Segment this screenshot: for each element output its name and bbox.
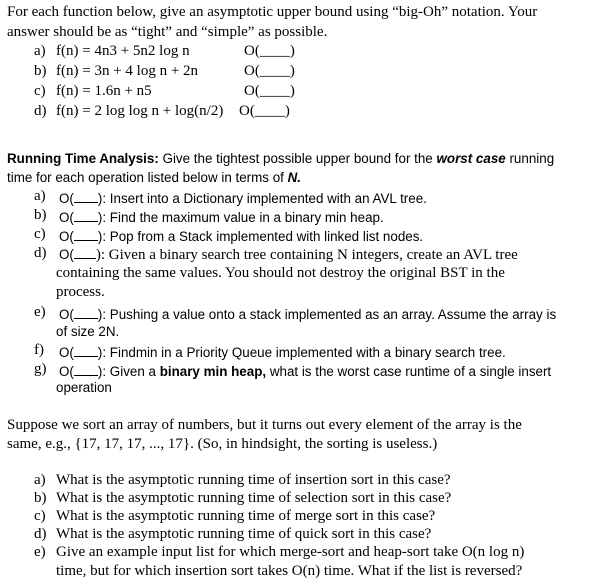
big-oh-item-c-func: f(n) = 1.6n + n5 xyxy=(56,83,152,99)
rt-item-g-cont1: operation xyxy=(56,380,112,395)
big-oh-intro-line2: answer should be as “tight” and “simple” as possible. xyxy=(7,24,328,40)
rt-item-d-prefix: O( xyxy=(59,247,74,262)
rt-item-b xyxy=(59,208,384,225)
big-oh-item-b-func: f(n) = 3n + 4 log n + 2n xyxy=(56,63,199,79)
rt-item-e-blank[interactable] xyxy=(74,305,98,319)
running-time-intro-b: running xyxy=(509,151,555,166)
big-oh-item-d-answer[interactable]: O(____) xyxy=(239,103,290,119)
rt-item-c-text: Pop from a Stack implemented with linked list nodes. xyxy=(109,229,424,244)
big-oh-item-a-answer[interactable]: O(____) xyxy=(244,43,295,59)
sorting-item-a-label: a) xyxy=(34,472,46,488)
rt-item-g-text-bold: binary min heap, xyxy=(159,364,267,379)
sorting-intro-line2: same, e.g., {17, 17, 17, ..., 17}. (So, in hindsight, the sorting is useless.) xyxy=(7,436,438,452)
running-time-intro-a: Give the tightest possible upper bound for the xyxy=(162,151,433,166)
rt-item-b-blank[interactable] xyxy=(74,208,98,222)
rt-item-e-prefix: O( xyxy=(59,307,74,322)
rt-item-f xyxy=(59,343,506,360)
sorting-item-d-label: d) xyxy=(34,526,47,542)
rt-item-f-prefix: O( xyxy=(59,345,74,360)
sorting-item-e-text: Give an example input list for which merge-sort and heap-sort take O(n log n) xyxy=(56,544,525,560)
rt-item-c xyxy=(59,227,423,244)
rt-item-d xyxy=(59,245,518,264)
big-oh-item-d-label: d) xyxy=(34,103,47,119)
rt-item-f-suffix: ): xyxy=(97,345,107,360)
rt-item-e xyxy=(59,305,556,322)
rt-item-c-prefix: O( xyxy=(59,229,74,244)
rt-item-d-text: Given a binary search tree containing N integers, create an AVL tree xyxy=(108,247,518,263)
rt-item-b-label: b) xyxy=(34,207,47,223)
big-oh-item-b-label: b) xyxy=(34,63,47,79)
big-oh-item-c-label: c) xyxy=(34,83,46,99)
sorting-intro-line1: Suppose we sort an array of numbers, but it turns out every element of the array is the xyxy=(7,417,522,433)
running-time-heading: Running Time Analysis: xyxy=(7,151,159,166)
big-oh-item-b-answer[interactable]: O(____) xyxy=(244,63,295,79)
sorting-item-b-text: What is the asymptotic running time of selection sort in this case? xyxy=(56,490,452,506)
sorting-item-c-text: What is the asymptotic running time of merge sort in this case? xyxy=(56,508,436,524)
rt-item-c-label: c) xyxy=(34,226,46,242)
rt-item-d-suffix: ): xyxy=(95,247,106,263)
rt-item-c-suffix: ): xyxy=(97,229,107,244)
big-oh-item-a-label: a) xyxy=(34,43,46,59)
rt-item-f-blank[interactable] xyxy=(74,343,98,357)
rt-item-f-text: Findmin in a Priority Queue implemented with a binary search tree. xyxy=(109,345,506,360)
big-oh-item-a-func: f(n) = 4n3 + 5n2 log n xyxy=(56,43,190,59)
rt-item-g-text-a: Given a xyxy=(109,364,156,379)
sorting-item-c-label: c) xyxy=(34,508,46,524)
rt-item-b-text: Find the maximum value in a binary min heap. xyxy=(109,210,384,225)
big-oh-item-d-func: f(n) = 2 log log n + log(n/2) xyxy=(56,103,224,119)
sorting-item-d-text: What is the asymptotic running time of quick sort in this case? xyxy=(56,526,432,542)
rt-item-g-suffix: ): xyxy=(97,364,107,379)
running-time-intro-line1 xyxy=(7,150,554,168)
rt-item-d-label: d) xyxy=(34,245,47,261)
rt-item-e-label: e) xyxy=(34,304,46,320)
rt-item-g-text-b: what is the worst case runtime of a single insert xyxy=(269,364,552,379)
rt-item-c-blank[interactable] xyxy=(74,227,98,241)
rt-item-a-prefix: O( xyxy=(59,191,74,206)
rt-item-g-prefix: O( xyxy=(59,364,74,379)
rt-item-a-suffix: ): xyxy=(97,191,107,206)
sorting-item-e-cont1: time, but for which insertion sort takes O(n) time. What if the list is reversed? xyxy=(56,563,523,579)
running-time-intro2-a: time for each operation listed below in terms of xyxy=(7,170,284,185)
rt-item-e-suffix: ): xyxy=(97,307,107,322)
running-time-intro2-n: N. xyxy=(287,170,302,185)
rt-item-e-text: Pushing a value onto a stack implemented as an array. Assume the array is xyxy=(109,307,557,322)
rt-item-a xyxy=(59,189,427,206)
running-time-intro-line2 xyxy=(7,169,301,187)
rt-item-b-prefix: O( xyxy=(59,210,74,225)
sorting-item-e-label: e) xyxy=(34,544,46,560)
rt-item-d-blank[interactable] xyxy=(74,245,96,259)
rt-item-d-cont2: process. xyxy=(56,284,105,300)
sorting-item-b-label: b) xyxy=(34,490,47,506)
sorting-item-a-text: What is the asymptotic running time of insertion sort in this case? xyxy=(56,472,451,488)
rt-item-g-label: g) xyxy=(34,361,47,377)
rt-item-g-blank[interactable] xyxy=(74,362,98,376)
rt-item-a-blank[interactable] xyxy=(74,189,98,203)
big-oh-item-c-answer[interactable]: O(____) xyxy=(244,83,295,99)
rt-item-g xyxy=(59,362,551,379)
rt-item-d-cont1: containing the same values. You should not destroy the original BST in the xyxy=(56,265,505,281)
big-oh-intro-line1: For each function below, give an asymptotic upper bound using “big-Oh” notation. Your xyxy=(7,4,538,20)
rt-item-f-label: f) xyxy=(34,342,44,358)
rt-item-e-cont1: of size 2N. xyxy=(56,324,120,339)
rt-item-b-suffix: ): xyxy=(97,210,107,225)
rt-item-a-label: a) xyxy=(34,188,46,204)
running-time-emph: worst case xyxy=(436,151,506,166)
rt-item-a-text: Insert into a Dictionary implemented with an AVL tree. xyxy=(109,191,427,206)
